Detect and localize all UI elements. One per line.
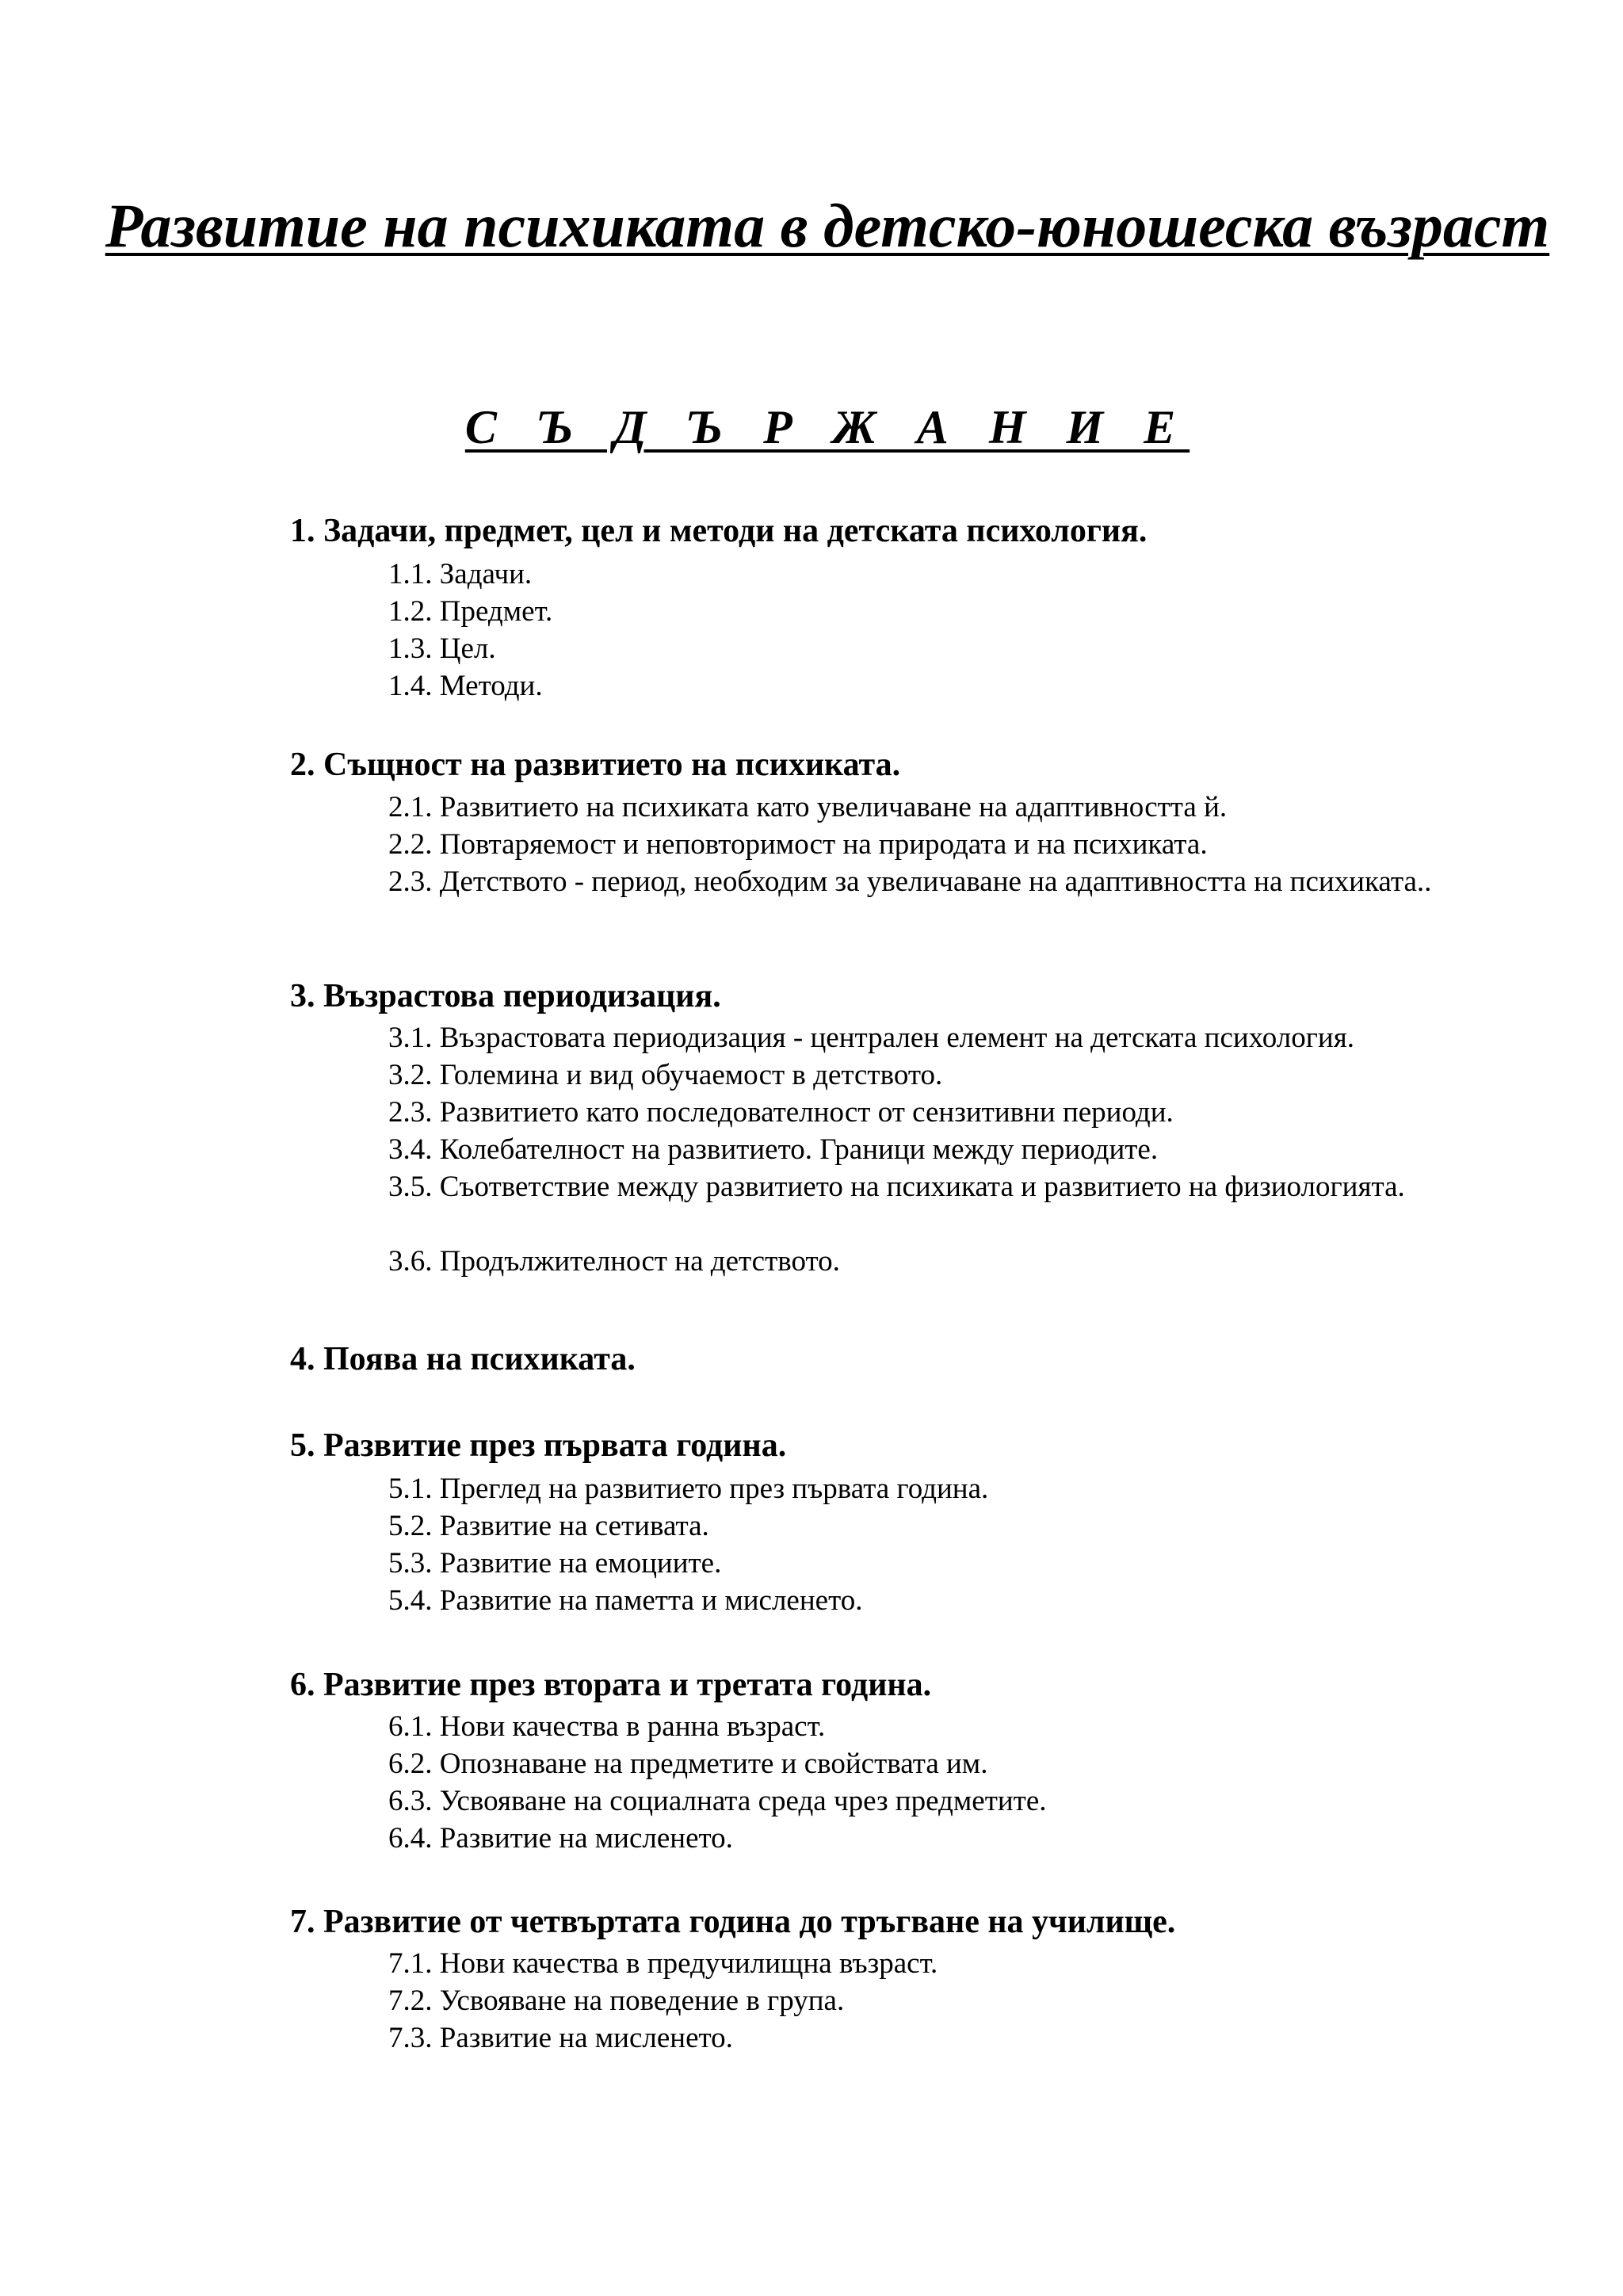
toc-item: 3.1. Възрастовата периодизация - централен елемент на детската психология. xyxy=(388,1022,1354,1054)
toc-item: 5.2. Развитие на сетивата. xyxy=(388,1510,709,1542)
section-title: 3. Възрастова периодизация. xyxy=(290,978,721,1014)
section-title: 7. Развитие от четвъртата година до тръгване на училище. xyxy=(290,1904,1176,1940)
toc-item: 2.3. Развитието като последователност от сензитивни периоди. xyxy=(388,1096,1174,1129)
section-title: 2. Същност на развитието на психиката. xyxy=(290,747,901,783)
toc-item: 1.3. Цел. xyxy=(388,632,496,665)
toc-item: 7.1. Нови качества в предучилищна възраст. xyxy=(388,1947,938,1980)
toc-item: 6.3. Усвояване на социалната среда чрез предметите. xyxy=(388,1785,1047,1817)
toc-item: 2.1. Развитието на психиката като увеличаване на адаптивността й. xyxy=(388,791,1228,823)
toc-item: 7.3. Развитие на мисленето. xyxy=(388,2022,733,2054)
toc-item: 2.3. Детството - период, необходим за увеличаване на адаптивността на психиката.. xyxy=(388,865,1432,898)
toc-item: 3.5. Съответствие между развитието на психиката и развитието на физиологията. xyxy=(388,1171,1405,1203)
toc-item: 1.2. Предмет. xyxy=(388,595,553,628)
toc-item: 6.1. Нови качества в ранна възраст. xyxy=(388,1710,826,1743)
toc-item: 7.2. Усвояване на поведение в група. xyxy=(388,1985,845,2017)
toc-item: 5.3. Развитие на емоциите. xyxy=(388,1547,722,1580)
toc-item: 6.4. Развитие на мисленето. xyxy=(388,1822,733,1855)
toc-item: 1.4. Методи. xyxy=(388,670,543,702)
toc-item: 1.1. Задачи. xyxy=(388,558,533,590)
document-title: Развитие на психиката в детско-юношеска възраст xyxy=(105,191,1550,260)
section-title: 1. Задачи, предмет, цел и методи на детската психология. xyxy=(290,513,1148,549)
section-title: 4. Поява на психиката. xyxy=(290,1341,636,1377)
toc-item: 2.2. Повтаряемост и неповторимост на природата и на психиката. xyxy=(388,828,1208,861)
toc-item: 3.4. Колебателност на развитието. Граници между периодите. xyxy=(388,1133,1159,1166)
toc-item: 6.2. Опознаване на предметите и свойствата им. xyxy=(388,1748,988,1780)
section-title: 5. Развитие през първата година. xyxy=(290,1427,787,1464)
toc-item: 5.4. Развитие на паметта и мисленето. xyxy=(388,1584,863,1617)
section-title: 6. Развитие през втората и третата година. xyxy=(290,1667,932,1703)
toc-item: 3.6. Продължителност на детството. xyxy=(388,1245,840,1278)
toc-item: 5.1. Преглед на развитието през първата година. xyxy=(388,1473,989,1505)
toc-item: 3.2. Големина и вид обучаемост в детството. xyxy=(388,1059,943,1091)
toc-heading: С Ъ Д Ъ Р Ж А Н И Е xyxy=(464,401,1190,453)
